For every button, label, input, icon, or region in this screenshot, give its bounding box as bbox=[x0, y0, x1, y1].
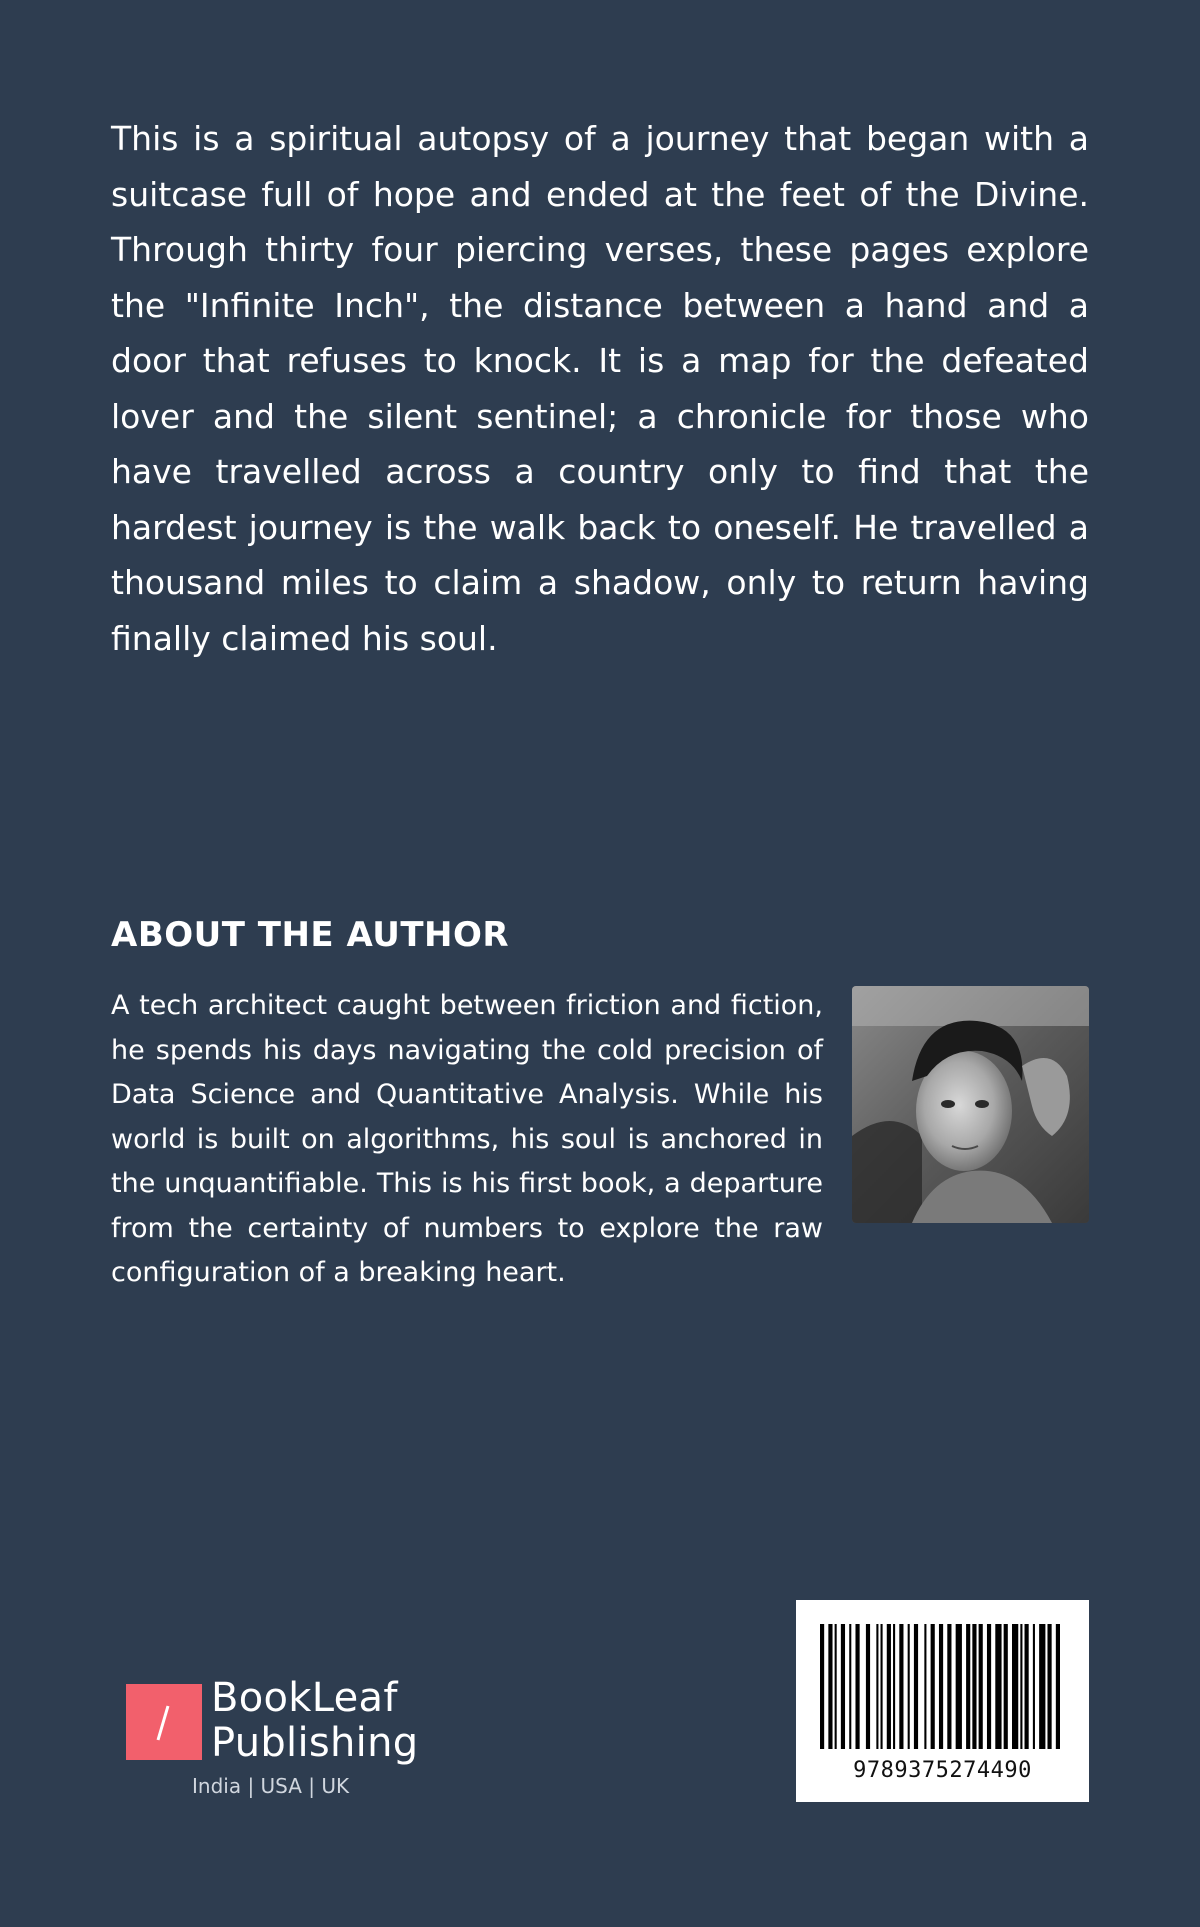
barcode-bar bbox=[1012, 1624, 1018, 1749]
author-photo bbox=[852, 986, 1089, 1223]
barcode-bar bbox=[914, 1624, 918, 1749]
publisher-name-line2: Publishing bbox=[211, 1720, 419, 1766]
barcode-bar bbox=[893, 1624, 895, 1749]
barcode-bar bbox=[876, 1624, 878, 1749]
barcode-bar bbox=[995, 1624, 1001, 1749]
barcode-bar bbox=[939, 1624, 943, 1749]
slash-logo-icon bbox=[126, 1684, 202, 1760]
barcode-bar bbox=[1004, 1624, 1008, 1749]
isbn-barcode bbox=[796, 1600, 1089, 1802]
barcode-bar bbox=[1025, 1624, 1029, 1749]
barcode-bar bbox=[1039, 1624, 1045, 1749]
barcode-bar bbox=[855, 1624, 859, 1749]
barcode-bar bbox=[841, 1624, 845, 1749]
barcode-bar bbox=[849, 1624, 851, 1749]
barcode-bar bbox=[931, 1624, 935, 1749]
barcode-bar bbox=[1033, 1624, 1035, 1749]
barcode-bar bbox=[924, 1624, 926, 1749]
book-blurb: This is a spiritual autopsy of a journey that began with a suitcase full of hope and ended at the feet of the Divine. Through thirty four piercing verses, these pages explore the "Infinite Inch", the distance between a hand and a door that refuses to knock. It is a map for the defeated lover and the silent sentinel; a chronicle for those who have travelled across a country only to find that the hardest journey is the walk back to oneself. He travelled a thousand miles to claim a shadow, only to return having finally claimed his soul. bbox=[111, 119, 1089, 658]
barcode-bar bbox=[956, 1624, 962, 1749]
barcode-bar bbox=[835, 1624, 837, 1749]
barcode-bar bbox=[987, 1624, 991, 1749]
barcode-bar bbox=[881, 1624, 883, 1749]
barcode-bars bbox=[820, 1624, 1060, 1749]
barcode-bar bbox=[899, 1624, 903, 1749]
about-author-heading: ABOUT THE AUTHOR bbox=[111, 915, 510, 955]
barcode-bar bbox=[828, 1624, 832, 1749]
barcode-bar bbox=[947, 1624, 951, 1749]
about-author-text: A tech architect caught between friction and fiction, he spends his days navigating the cold precision of Data Science and Quantitative Analysis. While his world is built on algorithms, his soul is anchored in the unquantifiable. This is his first book, a departure from the certainty of numbers to explore the raw configuration of a breaking heart. bbox=[111, 990, 823, 1288]
isbn-number: 9789375274490 bbox=[853, 1758, 1032, 1783]
barcode-bar bbox=[972, 1624, 976, 1749]
barcode-bar bbox=[908, 1624, 910, 1749]
barcode-bar bbox=[979, 1624, 983, 1749]
barcode-bar bbox=[1056, 1624, 1060, 1749]
barcode-bar bbox=[966, 1624, 970, 1749]
barcode-bar bbox=[820, 1624, 824, 1749]
publisher-logo bbox=[126, 1675, 419, 1800]
publisher-regions: India | USA | UK bbox=[192, 1774, 350, 1798]
barcode-bar bbox=[1020, 1624, 1022, 1749]
barcode-bar bbox=[866, 1624, 870, 1749]
publisher-name-line1: BookLeaf bbox=[211, 1675, 398, 1721]
barcode-bar bbox=[887, 1624, 891, 1749]
barcode-bar bbox=[1047, 1624, 1051, 1749]
publisher-name bbox=[211, 1676, 418, 1766]
